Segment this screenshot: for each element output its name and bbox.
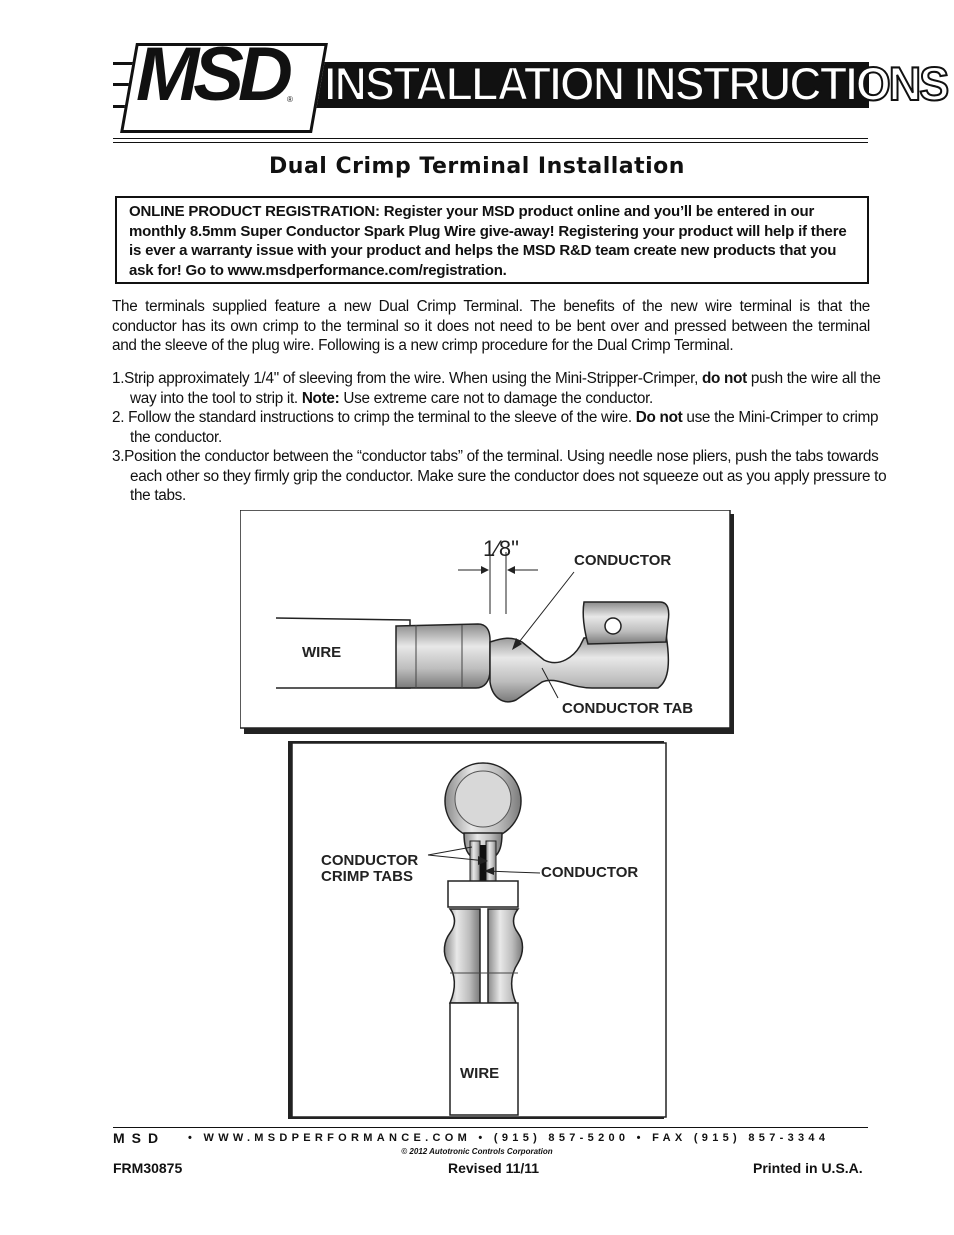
page-title: Dual Crimp Terminal Installation [269,154,685,179]
wire-body [276,618,410,688]
figure-2-top-view [288,741,670,1123]
msd-logo: MSD [136,32,287,117]
step-2-text-c: use the Mini-Crimper to crimp the conductor. [130,409,879,446]
label-conductor-2: CONDUCTOR [541,864,639,881]
crimp-sleeve [396,624,490,688]
footer-revised: Revised 11/11 [448,1160,540,1176]
footer-rule [113,1127,868,1128]
footer-form-number: FRM30875 [113,1160,183,1176]
dimension-label: 1⁄8" [483,536,519,561]
label-wire: WIRE [302,644,342,661]
footer-brand: MSD [113,1130,166,1146]
wire-lower [450,1003,518,1115]
label-crimp-tabs-line-2: CRIMP TABS [321,868,413,885]
terminal-ring-inner [455,771,511,827]
registered-mark: ® [287,95,293,104]
step-1-text-c: push the wire all the way into the tool to strip it. [130,370,881,407]
step-3 [112,447,888,506]
figure-1-side-view [240,510,736,736]
step-2-text-a: Follow the standard instructions to crimp the terminal to the sleeve of the wire. [128,409,632,426]
step-2-number: 2. [112,409,125,426]
step-2-text-b: Do not [635,409,683,426]
header-rule-2 [113,142,868,143]
step-2 [112,408,888,447]
step-1-text-b: do not [701,370,747,387]
terminal-ring [583,602,669,644]
terminal-ring-hole [605,618,621,634]
step-1-text-d: Note: [301,389,340,407]
footer-printed: Printed in U.S.A. [753,1160,863,1176]
step-3-text-a: Position the conductor between the “conductor tabs” of the terminal. Using needle nose pliers, push the tabs towards each other so they firmly grip the conductor. Make sure the conductor does not squeeze out as you apply pressure to the tabs. [124,448,887,504]
wire-top-cap [448,881,518,907]
conductor-core [480,845,486,885]
label-wire-2: WIRE [460,1065,500,1082]
footer-copyright: © 2012 Autotronic Controls Corporation [401,1147,553,1156]
header-rule-1 [113,138,868,139]
registration-text: ONLINE PRODUCT REGISTRATION: Register your MSD product online and you’ll be entered in our monthly 8.5mm Super Conductor Spark Plug Wire give-away! Registering your product will help if there is ever a warranty issue with your product and helps the MSD R&D team create new products that you ask for! Go to www.msdperformance.com/registration. [129,203,847,279]
step-1 [112,369,888,408]
label-conductor: CONDUCTOR [574,552,672,569]
label-crimp-tabs-line-1: CONDUCTOR [321,852,419,869]
intro-paragraph: The terminals supplied feature a new Dual Crimp Terminal. The benefits of the new wire terminal is that the conductor has its own crimp to the terminal so it does not need to be bent over and pressed between the terminal and the sleeve of the plug wire. Following is a new crimp procedure for the Dual Crimp Terminal. [112,298,870,354]
step-1-number: 1. [112,370,125,387]
step-3-number: 3. [112,448,125,465]
label-conductor-tab: CONDUCTOR TAB [562,700,694,717]
step-1-text-a: Strip approximately 1/4" of sleeving from the wire. When using the Mini-Stripper-Crimper, [124,370,699,387]
step-1-text-e: Use extreme care not to damage the conductor. [343,389,653,407]
footer-contact: • WWW.MSDPERFORMANCE.COM • (915) 857-5200 • FAX (915) 857-3344 [188,1132,830,1144]
banner-title: INSTALLATION INSTRUCTIONS [324,56,948,111]
